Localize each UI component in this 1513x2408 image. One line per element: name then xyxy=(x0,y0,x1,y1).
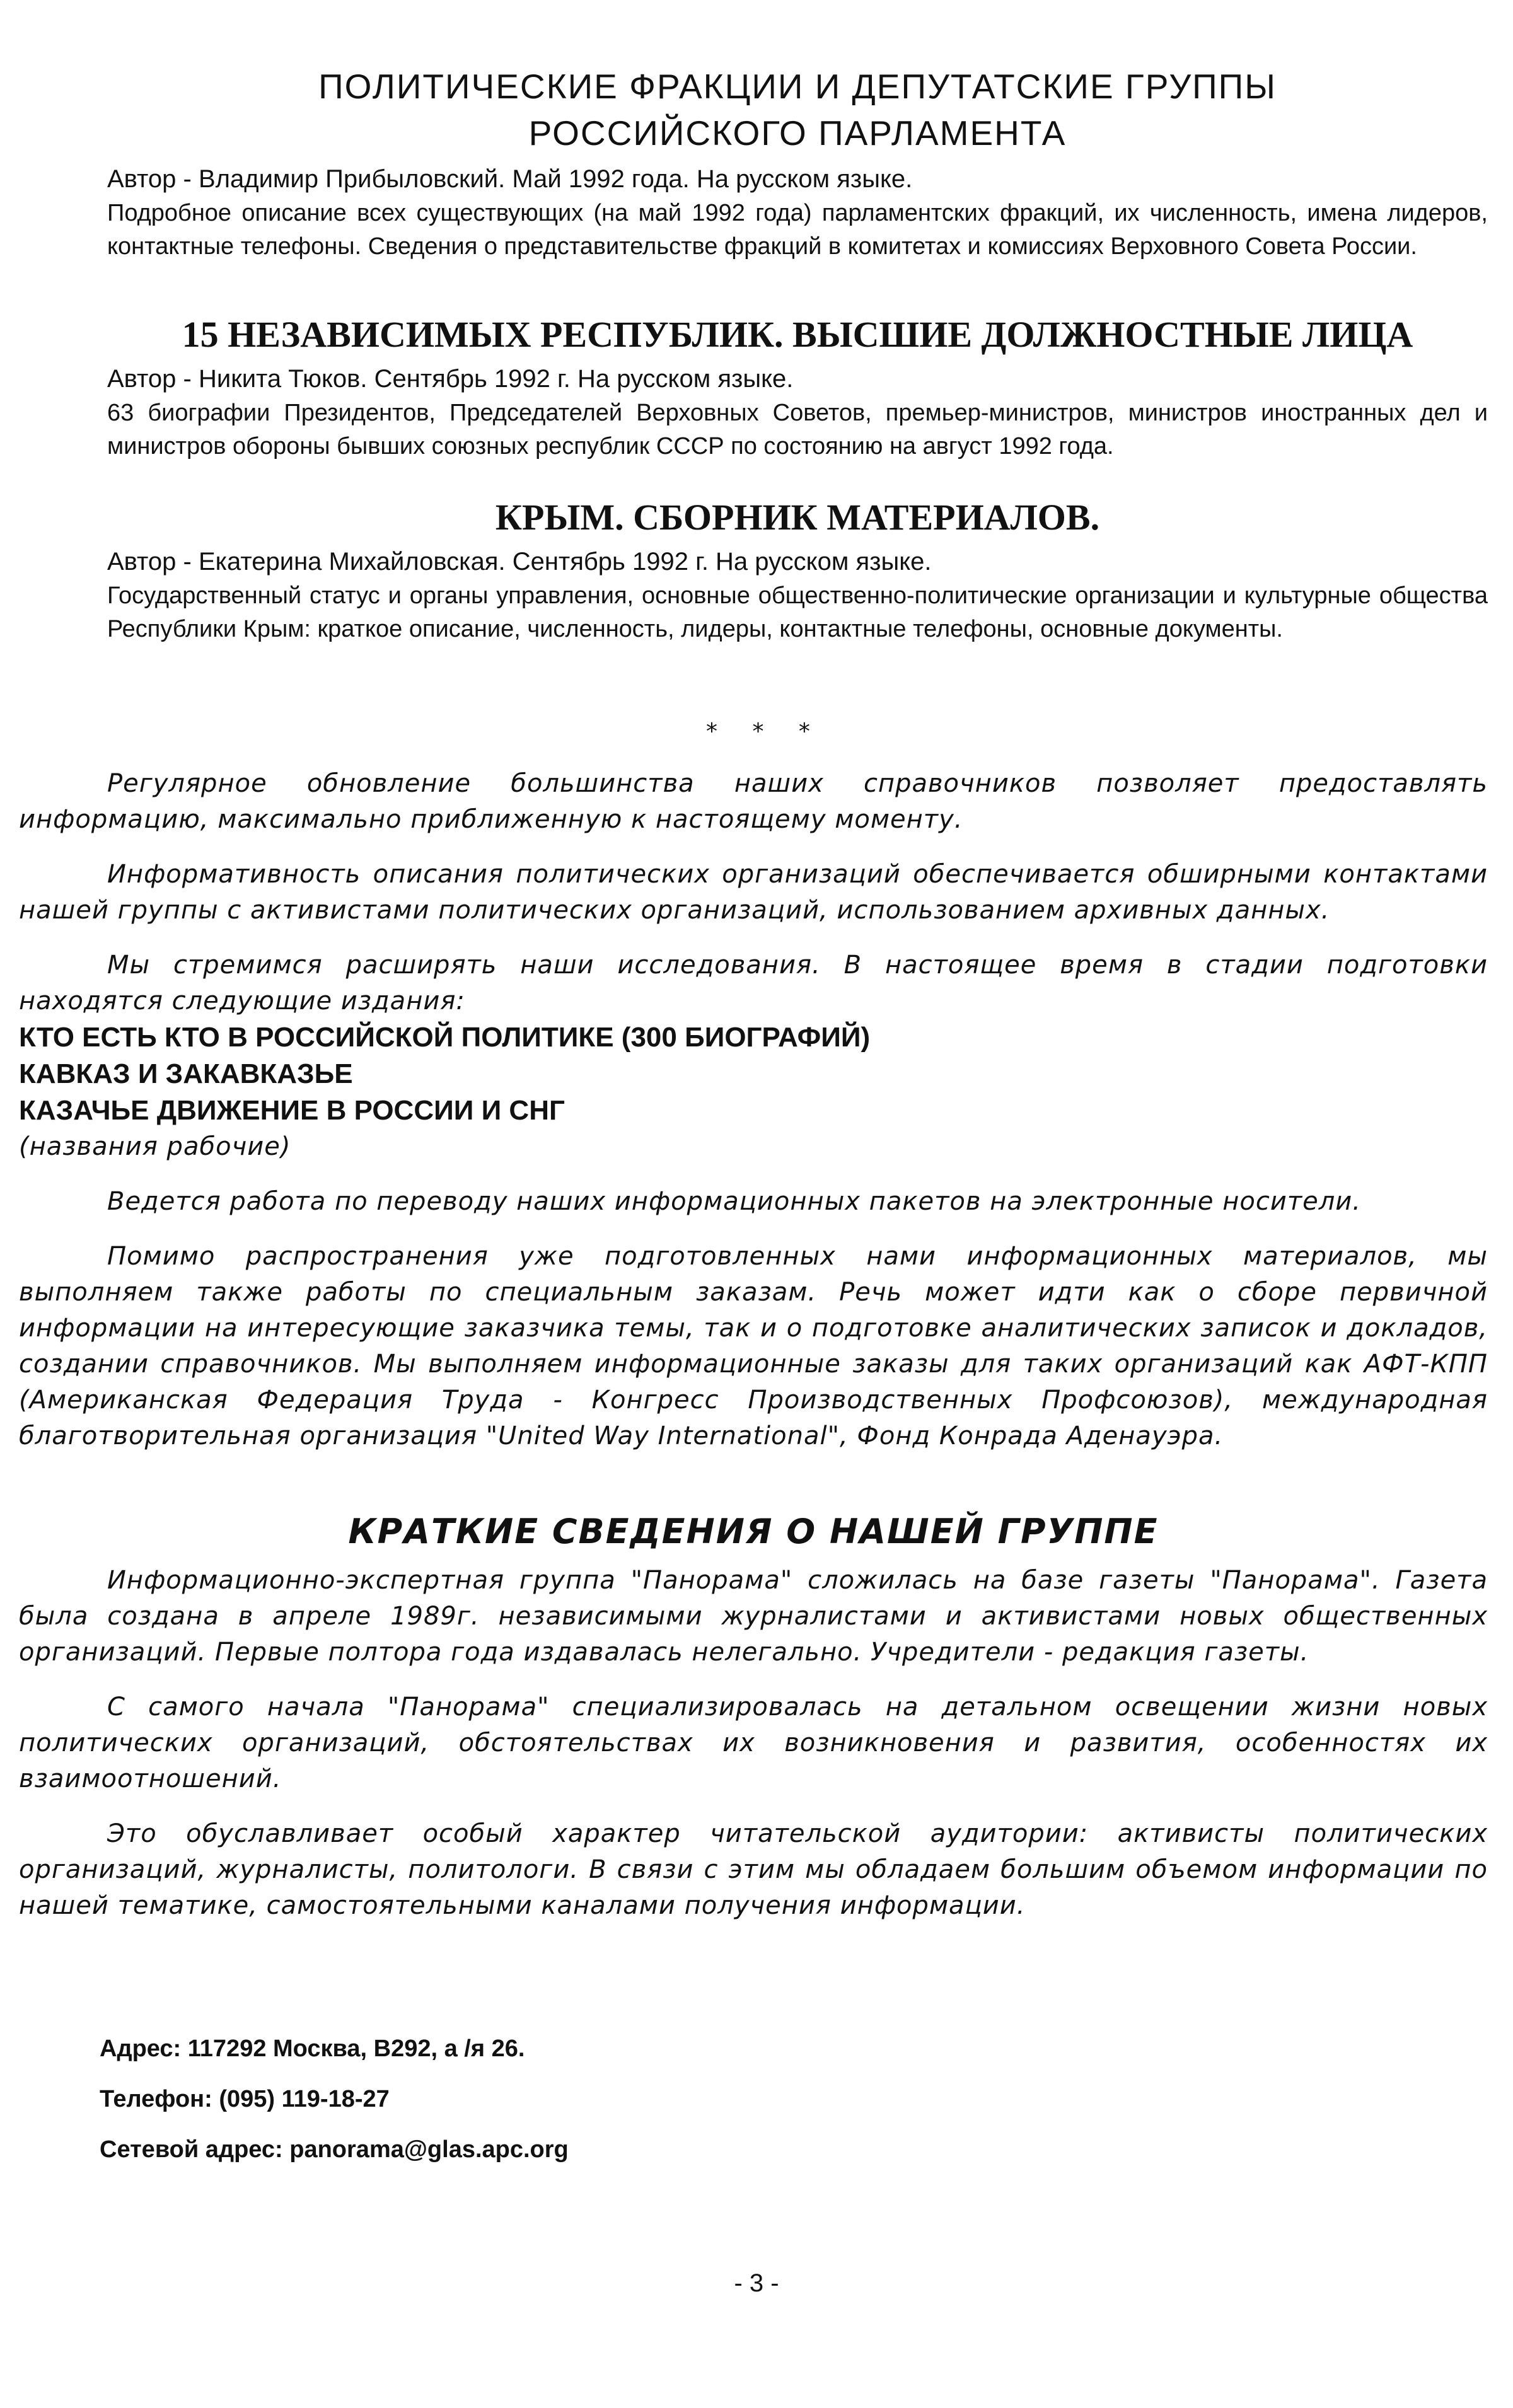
upcoming-publication-1: КТО ЕСТЬ КТО В РОССИЙСКОЙ ПОЛИТИКЕ (300 БИОГРАФИЙ) xyxy=(19,1022,871,1053)
work-paragraph-1 xyxy=(19,1184,1488,1220)
about-paragraph-3-text: Это обуславливает особый характер читательской аудитории: активисты политических организаций, журналисты, политологи. В связи с этим мы обладаем большим объемом информации по нашей тематике, самостоятельными каналами получения информации. xyxy=(19,1819,1488,1920)
catalog-entry-3-title: КРЫМ. СБОРНИК МАТЕРИАЛОВ. xyxy=(495,497,1100,538)
upcoming-publications-list xyxy=(19,1019,1488,1129)
about-paragraph-2 xyxy=(19,1689,1488,1797)
intro-paragraph-3 xyxy=(19,947,1488,1019)
catalog-entry-3-meta: Автор - Екатерина Михайловская. Сентябрь 1992 г. На русском языке. xyxy=(107,548,932,576)
intro-paragraph-2-text: Информативность описания политических организаций обеспечивается обширными контактами нашей группы с активистами политических организаций, использованием архивных данных. xyxy=(19,860,1488,925)
intro-paragraph-2 xyxy=(19,857,1488,929)
about-paragraph-1 xyxy=(19,1563,1488,1670)
contact-email[interactable] xyxy=(100,2134,569,2165)
catalog-entry-1 xyxy=(107,63,1488,263)
intro-paragraph-3-text: Мы стремимся расширять наши исследования. В настоящее время в стадии подготовки находятся следующие издания: xyxy=(19,951,1488,1016)
work-paragraph-1-text: Ведется работа по переводу наших информационных пакетов на электронные носители. xyxy=(107,1187,1362,1216)
contact-email-text[interactable]: Сетевой адрес: panorama@glas.apc.org xyxy=(100,2136,569,2163)
contact-address: Адрес: 117292 Москва, В292, а /я 26. xyxy=(100,2035,525,2062)
work-paragraph-2 xyxy=(19,1239,1488,1454)
section-separator: * * * xyxy=(706,719,824,744)
catalog-entry-2-title: 15 НЕЗАВИСИМЫХ РЕСПУБЛИК. ВЫСШИЕ ДОЛЖНОСТНЫЕ ЛИЦА xyxy=(182,314,1413,355)
catalog-entry-2-meta: Автор - Никита Тюков. Сентябрь 1992 г. На русском языке. xyxy=(107,365,794,393)
page-number: - 3 - xyxy=(734,2269,779,2297)
catalog-entry-1-description: Подробное описание всех существующих (на май 1992 года) парламентских фракций, их численность, имена лидеров, контактные телефоны. Сведения о представительстве фракций в комитетах и комиссиях Верховного Совета России. xyxy=(107,200,1488,260)
catalog-entry-2-description: 63 биографии Президентов, Председателей Верховных Советов, премьер-министров, министров иностранных дел и министров обороны бывших союзных республик СССР по состоянию на август 1992 года. xyxy=(107,400,1488,460)
upcoming-note: (названия рабочие) xyxy=(19,1132,291,1161)
work-paragraph-2-text: Помимо распространения уже подготовленных нами информационных материалов, мы выполняем также работы по специальным заказам. Речь может идти как о сборе первичной информации на интересующие заказчика темы, так и о подготовке аналитических записок и докладов, создании справочников. Мы выполняем информационные заказы для таких организаций как АФТ-КПП (Американская Федерация Труда - Конгресс Производственных Профсоюзов), международная благотворительная организация "United Way International", Фонд Конрада Аденауэра. xyxy=(19,1242,1488,1450)
catalog-entry-3-description: Государственный статус и органы управления, основные общественно-политические организации и культурные общества Республики Крым: краткое описание, численность, лидеры, контактные телефоны, основные документы. xyxy=(107,582,1488,642)
intro-section xyxy=(19,766,1488,1454)
catalog-entry-3 xyxy=(107,495,1488,646)
about-paragraph-2-text: С самого начала "Панорама" специализировалась на детальном освещении жизни новых политических организаций, обстоятельствах их возникновения и развития, особенностях их взаимоотношений. xyxy=(19,1693,1488,1793)
catalog-entry-1-title-line2: РОССИЙСКОГО ПАРЛАМЕНТА xyxy=(528,113,1067,153)
contact-phone: Телефон: (095) 119-18-27 xyxy=(100,2086,390,2112)
about-paragraph-1-text: Информационно-экспертная группа "Панорама" сложилась на базе газеты "Панорама". Газета была создана в апреле 1989г. независимыми журналистами и активистами новых общественных организаций. Первые полтора года издавалась нелегально. Учредители - редакция газеты. xyxy=(19,1566,1488,1667)
catalog-entry-1-meta: Автор - Владимир Прибыловский. Май 1992 года. На русском языке. xyxy=(107,165,913,193)
about-paragraph-3 xyxy=(19,1816,1488,1924)
intro-paragraph-1-text: Регулярное обновление большинства наших справочников позволяет предоставлять информацию, максимально приближенную к настоящему моменту. xyxy=(19,769,1488,834)
upcoming-publication-2: КАВКАЗ И ЗАКАВКАЗЬЕ xyxy=(19,1058,353,1089)
intro-paragraph-1 xyxy=(19,766,1488,838)
catalog-entry-2 xyxy=(107,312,1488,463)
about-heading: КРАТКИЕ СВЕДЕНИЯ О НАШЕЙ ГРУППЕ xyxy=(348,1512,1159,1551)
catalog-entry-1-title-line1: ПОЛИТИЧЕСКИЕ ФРАКЦИИ И ДЕПУТАТСКИЕ ГРУППЫ xyxy=(318,67,1277,106)
upcoming-publication-3: КАЗАЧЬЕ ДВИЖЕНИЕ В РОССИИ И СНГ xyxy=(19,1095,565,1126)
about-section xyxy=(19,1510,1488,1924)
